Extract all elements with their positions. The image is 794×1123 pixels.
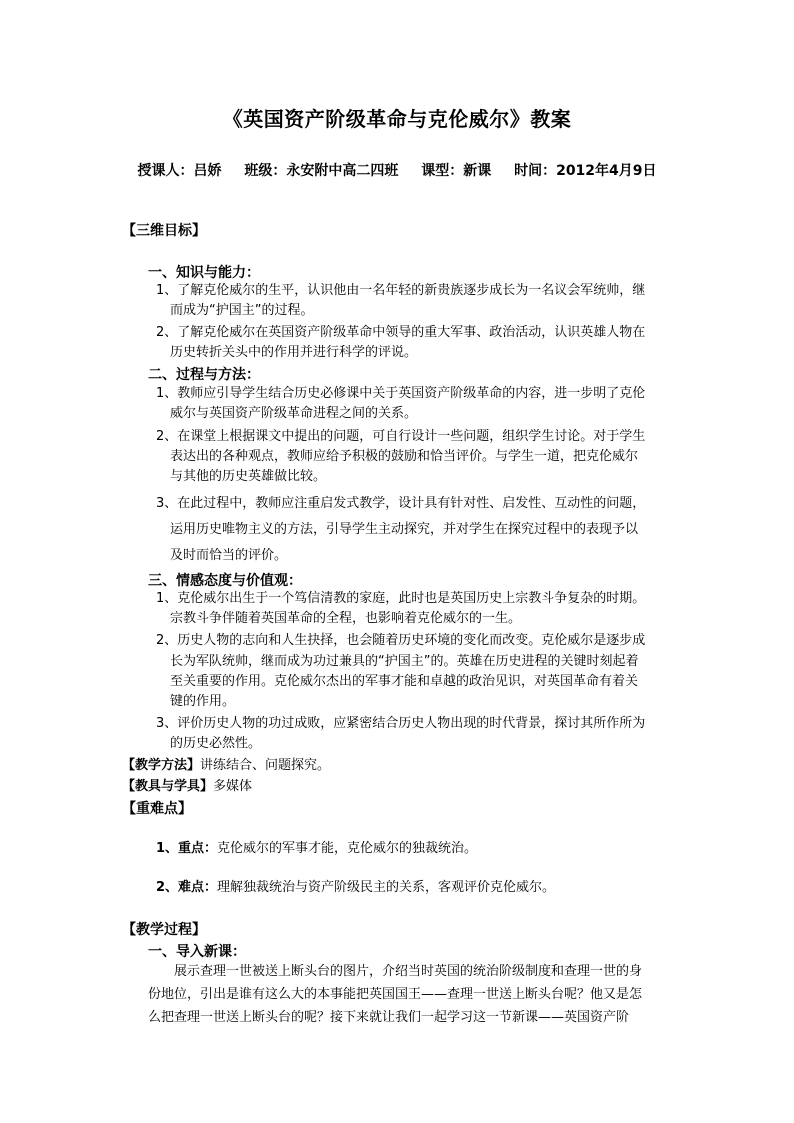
difficult-point-label: 2、难点： [156, 880, 218, 895]
list-item-line: 1、了解克伦威尔的生平，认识他由一名年轻的新贵族逐步成长为一名议会军统帅，继 [156, 283, 646, 298]
list-item-line: 3、在此过程中，教师应注重启发式教学，设计具有针对性、启发性、互动性的问题， [156, 496, 646, 511]
time-info: 时间：2012年4月9日 [514, 163, 657, 179]
difficult-point-text: 理解独裁统治与资产阶级民主的关系，客观评价克伦威尔。 [217, 880, 556, 895]
key-point-text: 克伦威尔的军事才能，克伦威尔的独裁统治。 [217, 841, 478, 856]
list-item-line: 3、评价历史人物的功过成败，应紧密结合历史人物出现的时代背景，探讨其所作所为 [156, 716, 646, 731]
class-info: 班级：永安附中高二四班 [244, 163, 399, 179]
teaching-method-label: 【教学方法】 [122, 758, 201, 773]
list-item-line: 及时而恰当的评价。 [170, 548, 288, 563]
list-item-line: 长为军队统帅，继而成为功过兼具的“护国主”的。英雄在历史进程的关键时刻起着 [170, 654, 639, 669]
subsection-heading-knowledge: 一、知识与能力： [148, 265, 260, 281]
list-item-line: 而成为“护国主”的过程。 [170, 303, 314, 318]
paragraph-line: 展示查理一世被送上断头台的图片，介绍当时英国的统治阶级制度和查理一世的身 [174, 964, 643, 979]
list-item-line: 威尔与英国资产阶级革命进程之间的关系。 [170, 406, 418, 421]
list-item-line: 2、历史人物的志向和人生抉择，也会随着历史环境的变化而改变。克伦威尔是逐步成 [156, 633, 646, 648]
lesson-type-info: 课型：新课 [421, 163, 492, 179]
key-point-label: 1、重点： [156, 841, 218, 856]
section-heading-keypoints: 【重难点】 [122, 801, 192, 817]
list-item-line: 键的作用。 [170, 694, 236, 709]
teacher-info: 授课人：吕娇 [137, 163, 222, 179]
list-item-line: 的历史必然性。 [170, 736, 262, 751]
section-heading-process: 【教学过程】 [122, 922, 206, 938]
section-heading-goals: 【三维目标】 [122, 223, 206, 239]
list-item-line: 历史转折关头中的作用并进行科学的评说。 [170, 345, 418, 360]
list-item-line: 至关重要的作用。克伦威尔杰出的军事才能和卓越的政治见识，对英国革命有着关 [170, 674, 639, 689]
difficult-point [156, 878, 555, 898]
teaching-method-text: 讲练结合、问题探究。 [200, 758, 331, 773]
list-item-line: 1、教师应引导学生结合历史必修课中关于英国资产阶级革命的内容，进一步明了克伦 [156, 386, 646, 401]
teaching-tools [122, 777, 252, 797]
list-item-line: 2、在课堂上根据课文中提出的问题，可自行设计一些问题，组织学生讨论。对于学生 [156, 429, 646, 444]
subsection-heading-emotion-values: 三、情感态度与价值观： [148, 573, 302, 589]
list-item-line: 1、克伦威尔出生于一个笃信清教的家庭，此时也是英国历史上宗教斗争复杂的时期。 [156, 591, 646, 606]
paragraph-line: 么把查理一世送上断头台的呢？接下来就让我们一起学习这一节新课——英国资产阶 [148, 1010, 630, 1025]
teaching-tools-text: 多媒体 [213, 779, 253, 794]
list-item-line: 宗教斗争伴随着英国革命的全程，也影响着克伦威尔的一生。 [170, 611, 522, 626]
lesson-meta [0, 160, 794, 180]
paragraph-line: 份地位，引出是谁有这么大的本事能把英国国王——查理一世送上断头台呢？他又是怎 [148, 987, 643, 1002]
subsection-heading-intro: 一、导入新课： [148, 944, 246, 960]
teaching-tools-label: 【教具与学具】 [122, 779, 214, 794]
teaching-method [122, 756, 330, 776]
list-item-line: 与其他的历史英雄做比较。 [170, 469, 327, 484]
list-item-line: 2、了解克伦威尔在英国资产阶级革命中领导的重大军事、政治活动，认识英雄人物在 [156, 325, 646, 340]
list-item-line: 运用历史唯物主义的方法，引导学生主动探究，并对学生在探究过程中的表现予以 [170, 522, 639, 537]
key-point [156, 839, 477, 859]
list-item-line: 表达出的各种观点，教师应给予积极的鼓励和恰当评价。与学生一道，把克伦威尔 [170, 449, 639, 464]
document-title: 《英国资产阶级革命与克伦威尔》教案 [222, 107, 572, 131]
subsection-heading-process-method: 二、过程与方法： [148, 367, 260, 383]
